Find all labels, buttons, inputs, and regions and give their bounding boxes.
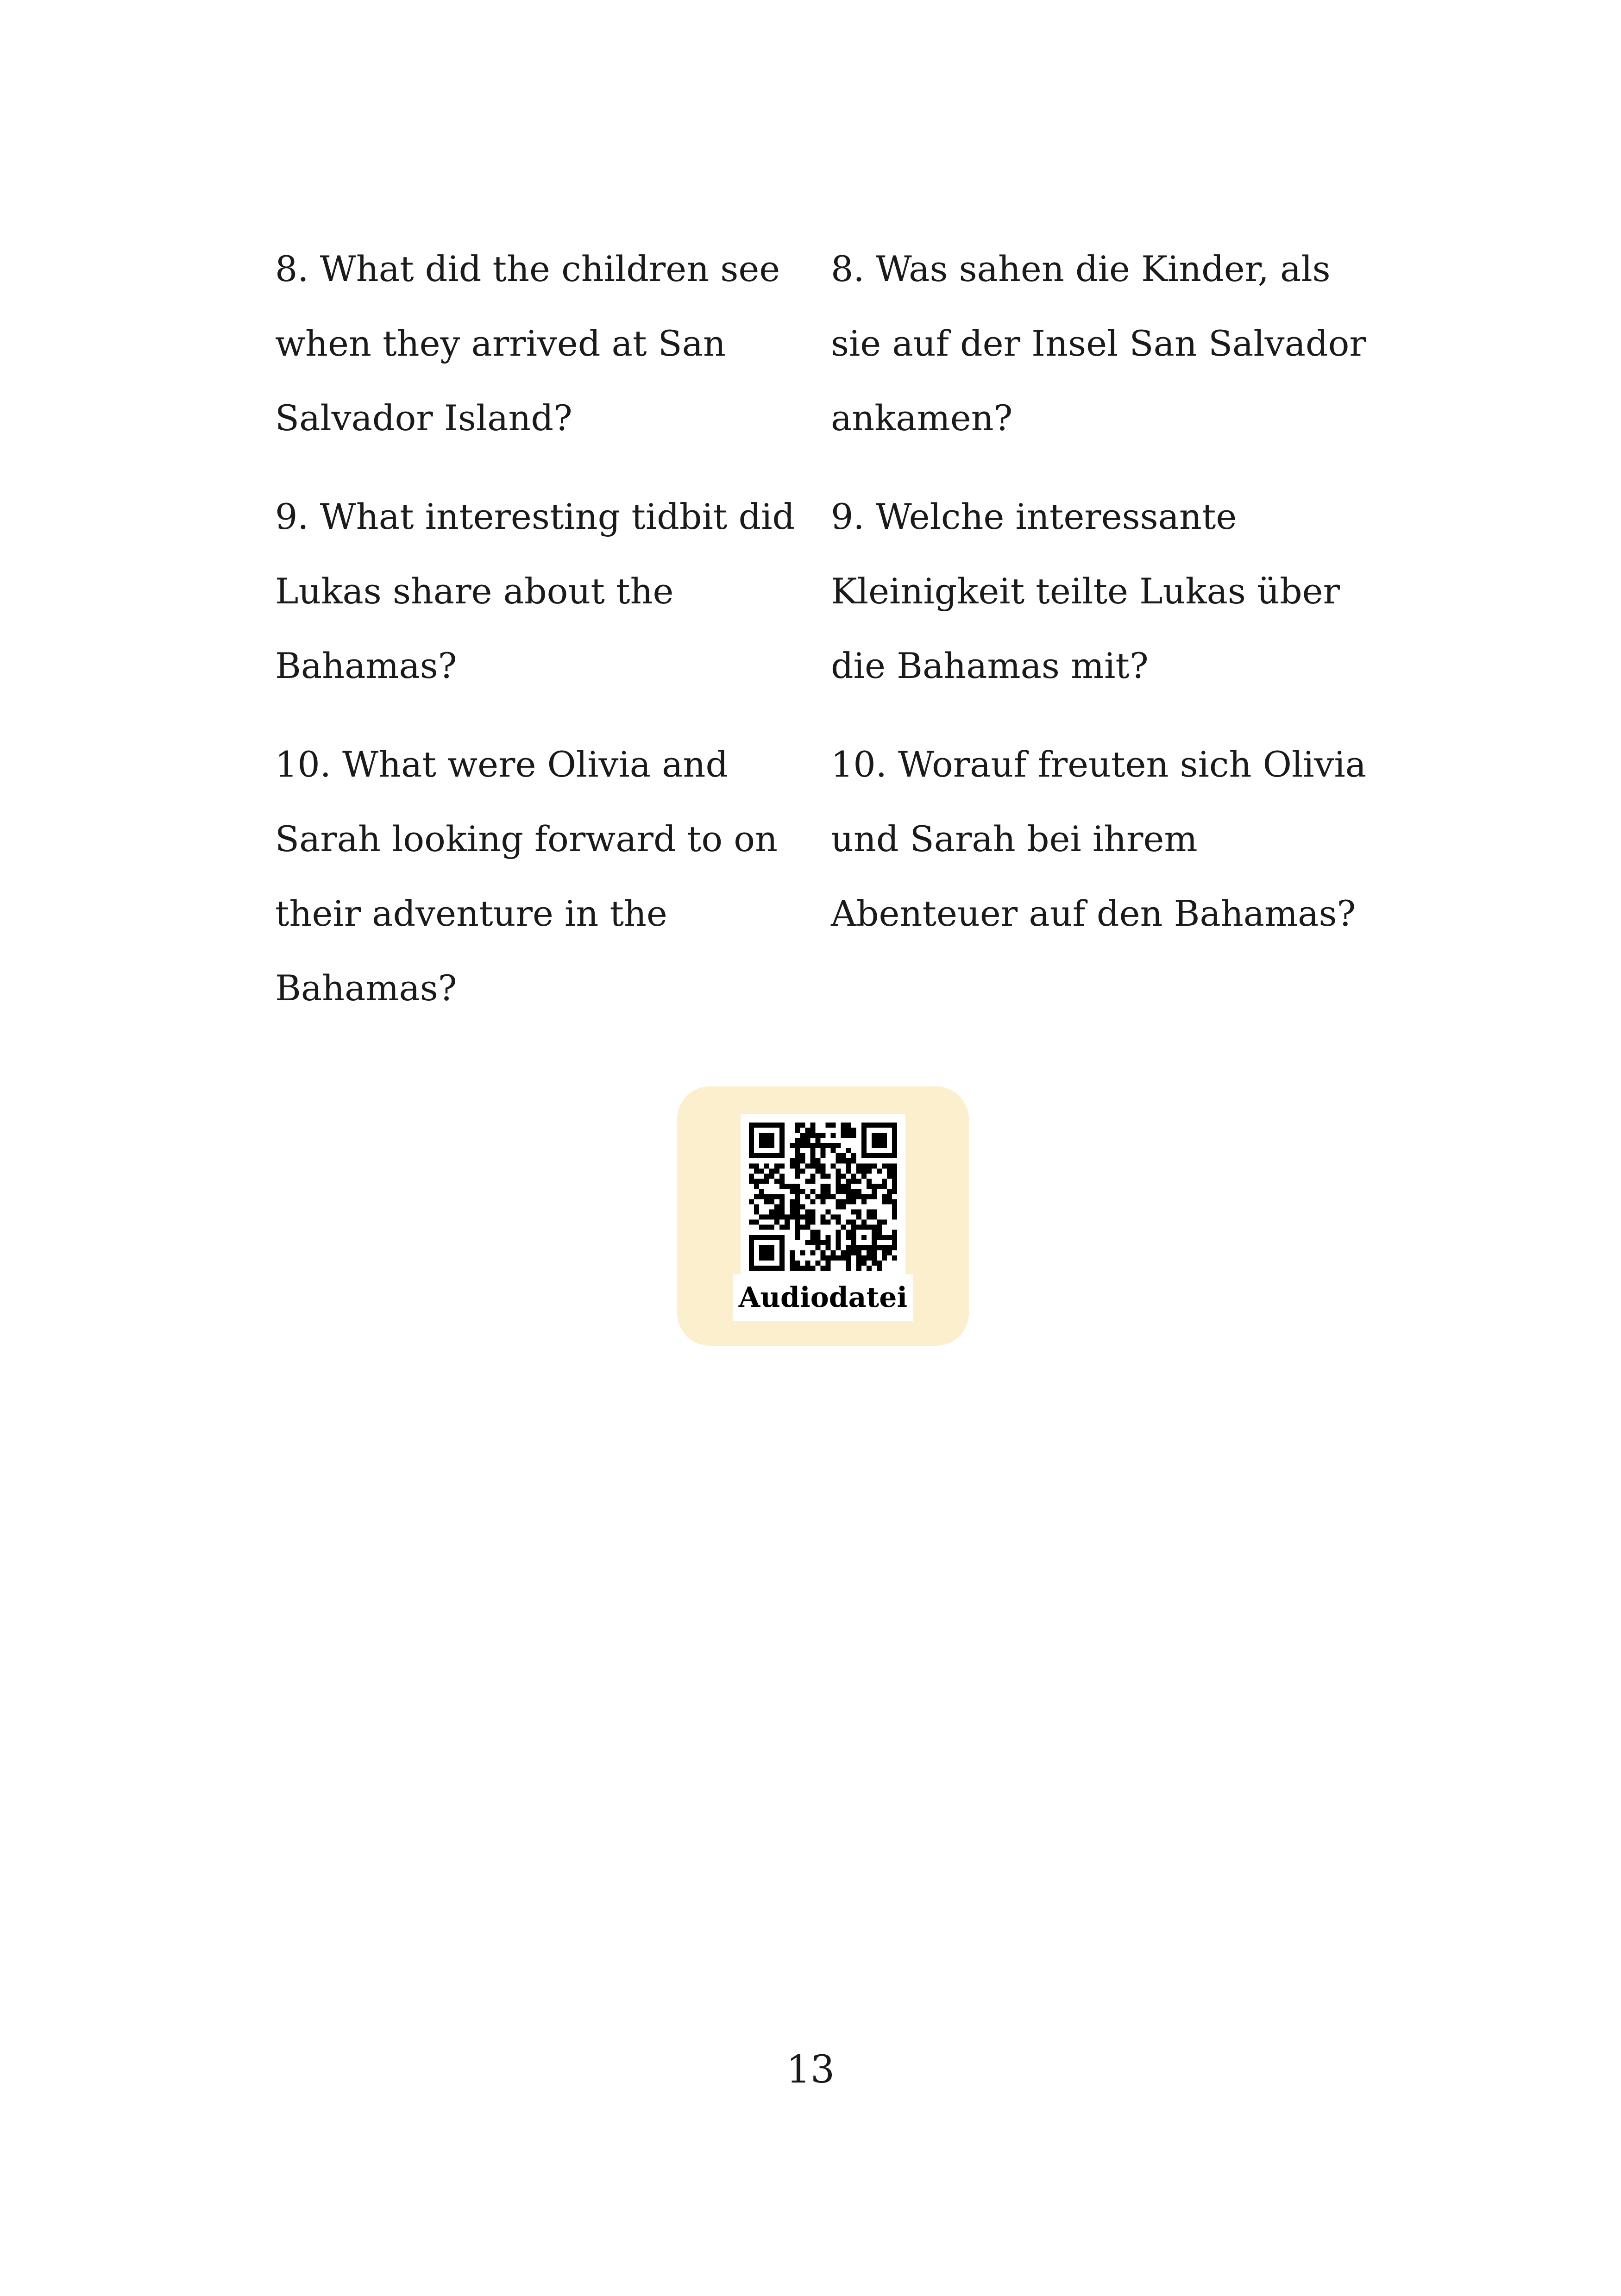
question-8-english: 8. What did the children see when they arrived at San Salvador Island? (275, 248, 780, 439)
question-9-german: 9. Welche interessante Kleinigkeit teilte Lukas über die Bahamas mit? (831, 496, 1340, 686)
audio-file-label: Audiodatei (733, 1274, 913, 1321)
question-10-english: 10. What were Olivia and Sarah looking forward to on their adventure in the Bahamas? (275, 744, 778, 1009)
question-10-german: 10. Worauf freuten sich Olivia und Sarah bei ihrem Abenteuer auf den Bahamas? (831, 744, 1367, 934)
question-pair-10 (275, 727, 1377, 1025)
question-9-english: 9. What interesting tidbit did Lukas share about the Bahamas? (275, 496, 795, 686)
qr-code-icon[interactable] (741, 1114, 905, 1279)
page-number: 13 (786, 2048, 835, 2092)
qr-code-graphic (749, 1123, 897, 1271)
audio-file-card[interactable] (677, 1086, 969, 1346)
question-pair-8 (275, 232, 1377, 455)
question-list (275, 232, 1377, 1049)
question-8-german: 8. Was sahen die Kinder, als sie auf der Insel San Salvador ankamen? (831, 248, 1366, 439)
question-pair-9 (275, 479, 1377, 703)
